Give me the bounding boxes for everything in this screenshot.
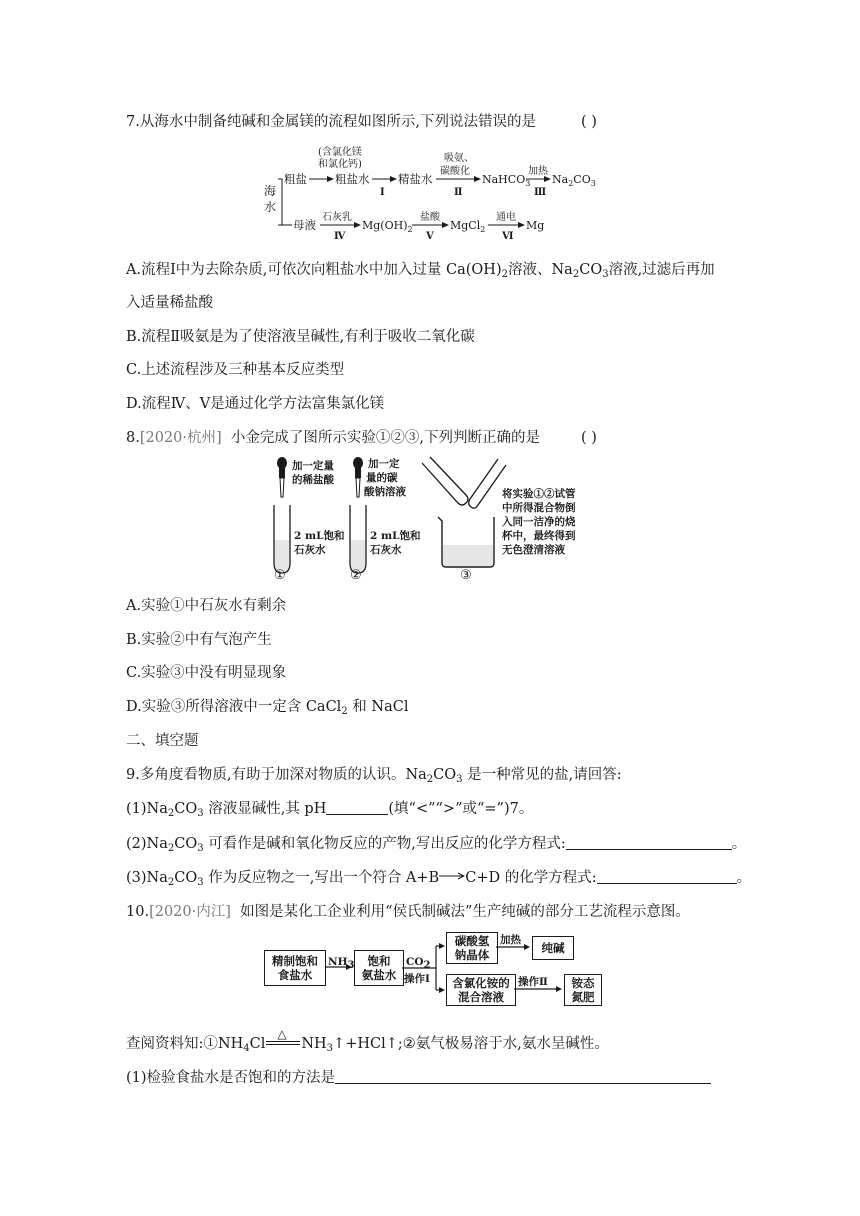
q8-answer-paren: ( ) <box>581 430 597 446</box>
absorb-label-2: 碳酸化 <box>440 166 470 177</box>
q10-part1: (1)检验食盐水是否饱和的方法是 <box>126 1068 711 1088</box>
mg-label: Mg <box>526 219 545 232</box>
absorb-label-1: 吸氨、 <box>444 153 474 164</box>
q7-option-c: C.上述流程涉及三种基本反应类型 <box>126 362 345 378</box>
exp-number-1: ① <box>274 568 286 583</box>
q8-option-b: B.实验②中有气泡产生 <box>126 632 272 648</box>
q8-stem: 8.[2020·杭州] 小金完成了图所示实验①②③,下列判断正确的是 <box>126 430 540 446</box>
crude-salt: 粗盐 <box>284 172 307 186</box>
q10-stem: 10.[2020·内江] 如图是某化工企业利用“侯氏制碱法”生产纯碱的部分工艺流程示意图。 <box>126 904 690 920</box>
q9-part3: $(3)Na_2CO_3$ 作为反应物之一,写出一个符合 A+B C+D 的化学方程式: 。 <box>126 870 752 888</box>
impurity-note-1: (含氯化镁 <box>318 147 362 158</box>
nh3-label: $NH_3$ <box>328 956 355 971</box>
op2-label: 操作Ⅱ <box>518 976 548 988</box>
q9-part1-blank[interactable] <box>326 800 388 815</box>
box-nahco3-crystal: 碳酸氢 钠晶体 <box>446 932 498 964</box>
q9-part3-blank[interactable] <box>597 869 737 884</box>
mgcl2-label: MgCl$_2$ <box>450 219 486 234</box>
box-ammonia-brine: 饱和 氨盐水 <box>354 950 404 986</box>
q9-part1: $(1)Na_2CO_3$ 溶液显碱性,其 pH (填“<”“>”或“=”)7。 <box>126 801 534 819</box>
step6-label: Ⅵ <box>502 231 514 242</box>
t3-note-1: 将实验①②试管 <box>502 488 576 500</box>
water-label: 水 <box>264 200 277 214</box>
na2co3-label: $Na_2CO_3$ <box>552 173 596 188</box>
section-heading: 二、填空题 <box>126 733 199 749</box>
box-nitrogen-fertilizer: 铵态 氮肥 <box>564 974 602 1006</box>
t2-label-2: 量的碳 <box>366 472 398 484</box>
q9-part2: $(2)Na_2CO_3$ 可看作是碱和氧化物反应的产物,写出反应的化学方程式: 。 <box>126 836 747 854</box>
q8-option-d: D.实验③所得溶液中一定含 CaCl$_2$ 和 NaCl <box>126 699 409 717</box>
dropper-2 <box>353 457 363 497</box>
q7-answer-paren: ( ) <box>581 114 597 130</box>
co2-label: $CO_2$ <box>406 956 431 971</box>
t2-label-1: 加一定 <box>368 458 400 470</box>
electric-label: 通电 <box>496 212 516 223</box>
nahco3-label: NaHCO$_3$ <box>482 173 531 188</box>
dropper-1 <box>277 457 287 497</box>
branch-bracket <box>278 179 282 225</box>
step3-label: Ⅲ <box>534 187 547 198</box>
q8-option-c: C.实验③中没有明显现象 <box>126 665 287 681</box>
q9-part2-blank[interactable] <box>566 835 732 850</box>
q8-experiment-diagram <box>262 455 602 583</box>
t1-bottom-2: 石灰水 <box>294 544 326 556</box>
q7-option-a-line2: 入适量稀盐酸 <box>126 295 213 311</box>
step4-label: Ⅳ <box>334 231 346 242</box>
t2-bottom-1: 2 mL饱和 <box>370 530 421 542</box>
q7-option-a-line1: A.流程Ⅰ中为去除杂质,可依次向粗盐水中加入过量 $Ca(OH)_2$溶液、$Na_2CO_3$溶液,过滤后再加 <box>126 262 715 280</box>
q7-stem: 7.从海水中制备纯碱和金属镁的流程如图所示,下列说法错误的是 <box>126 114 536 130</box>
q8-source: [2020·杭州] <box>139 430 222 446</box>
t1-label-1: 加一定量 <box>292 460 334 472</box>
op1-label: 操作Ⅰ <box>404 973 430 985</box>
box-brine: 精制饱和 食盐水 <box>264 950 326 986</box>
q10-process-diagram <box>264 932 604 1006</box>
sea-label: 海 <box>264 184 277 198</box>
t1-bottom-1: 2 mL饱和 <box>294 530 345 542</box>
box-nh4cl-solution: 含氯化铵的 混合溶液 <box>446 974 516 1006</box>
q7-option-d: D.流程Ⅳ、Ⅴ是通过化学方法富集氯化镁 <box>126 396 385 412</box>
t3-note-2: 中所得混合物倒 <box>502 502 576 514</box>
impurity-note-2: 和氯化钙) <box>318 159 362 170</box>
heat-label: 加热 <box>528 166 548 177</box>
q7-option-b: B.流程Ⅱ吸氨是为了使溶液呈碱性,有利于吸收二氧化碳 <box>126 329 475 345</box>
q7-flow-diagram <box>260 143 610 243</box>
step1-label: Ⅰ <box>380 187 385 198</box>
pouring-tube-left <box>422 457 468 505</box>
hcl-label: 盐酸 <box>420 212 440 223</box>
box-soda-ash: 纯碱 <box>532 936 574 960</box>
exp-number-2: ② <box>350 568 362 583</box>
beaker-liquid <box>443 545 493 566</box>
t1-label-2: 的稀盐酸 <box>292 474 334 486</box>
q10-info: 查阅资料知$:①NH_4Cl$ △ $NH_3↑+HCl↑;②$氨气极易溶于水,氨水呈碱性。 <box>126 1027 609 1054</box>
t3-note-3: 入同一洁净的烧 <box>502 516 576 528</box>
mother-liquor: 母液 <box>293 218 316 232</box>
t3-note-5: 无色澄清溶液 <box>502 544 565 556</box>
heat-condition-icon: △ <box>265 1036 301 1050</box>
mgoh2-label: $Mg(OH)_2$ <box>362 219 413 234</box>
step5-label: Ⅴ <box>426 231 434 242</box>
heat-label: 加热 <box>500 934 521 946</box>
pouring-tube-right <box>469 459 506 508</box>
crude-brine: 粗盐水 <box>335 172 370 186</box>
q8-option-a: A.实验①中石灰水有剩余 <box>126 598 287 614</box>
refined-brine: 精盐水 <box>398 172 433 186</box>
t2-bottom-2: 石灰水 <box>370 544 402 556</box>
t3-note-4: 杯中，最终得到 <box>502 530 576 542</box>
q9-stem: 9.多角度看物质,有助于加深对物质的认识。$Na_2CO_3$ 是一种常见的盐,请回答: <box>126 767 622 785</box>
q10-source: [2020·内江] <box>149 904 231 920</box>
q10-part1-blank[interactable] <box>335 1069 711 1084</box>
reaction-arrow-icon <box>439 871 465 881</box>
lime-milk-label: 石灰乳 <box>322 212 352 223</box>
step2-label: Ⅱ <box>454 187 463 198</box>
exp-number-3: ③ <box>460 568 472 583</box>
t2-label-3: 酸钠溶液 <box>364 486 406 498</box>
